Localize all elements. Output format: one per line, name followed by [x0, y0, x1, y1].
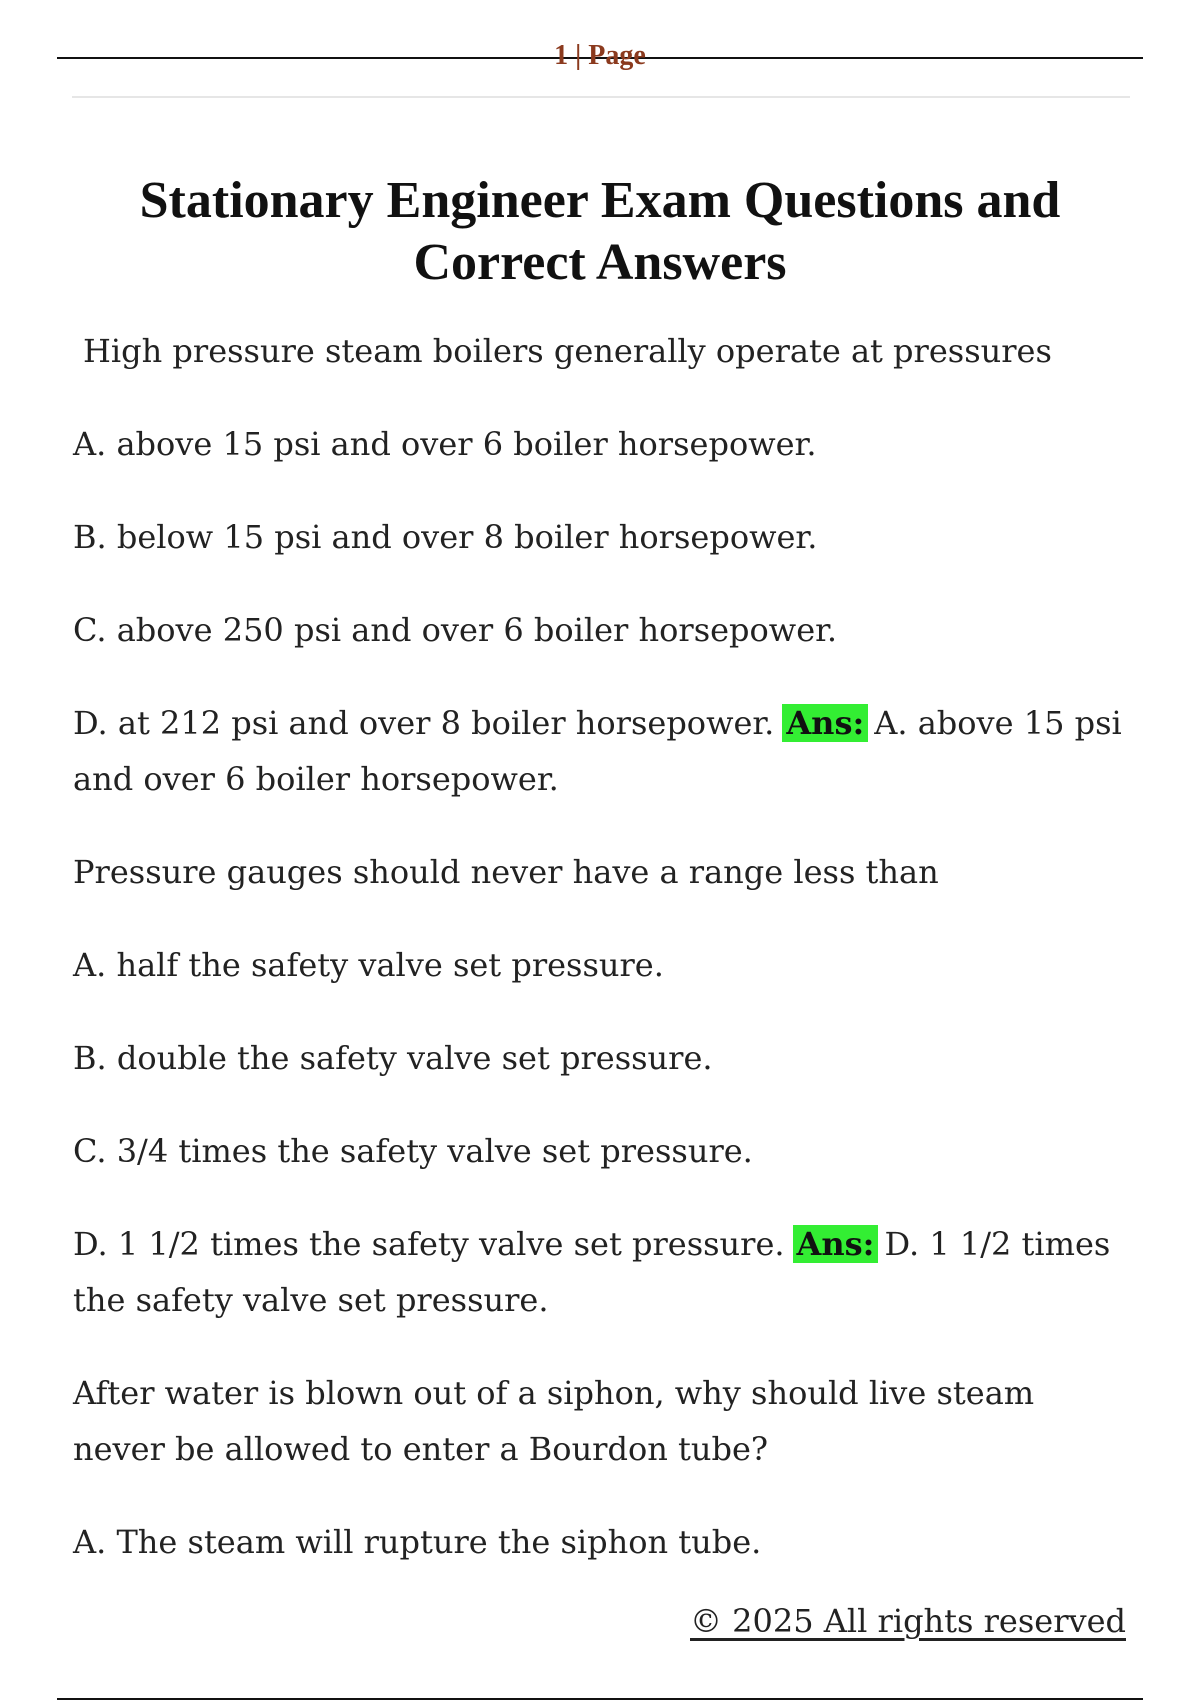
option-a: A. above 15 psi and over 6 boiler horsepower.	[73, 425, 817, 463]
copyright-link[interactable]: © 2025 All rights reserved	[690, 1602, 1126, 1640]
answer-badge: Ans:	[782, 704, 868, 742]
question-text: After water is blown out of a siphon, why should live steam never be allowed to enter a Bourdon tube?	[73, 1374, 1035, 1468]
option-a: A. The steam will rupture the siphon tube.	[73, 1523, 762, 1561]
question-text: Pressure gauges should never have a range less than	[73, 853, 939, 891]
option-d-with-answer	[73, 1216, 1133, 1328]
document-body	[73, 323, 1133, 1607]
option-c: C. above 250 psi and over 6 boiler horsepower.	[73, 611, 838, 649]
option-b: B. below 15 psi and over 8 boiler horsepower.	[73, 518, 818, 556]
option-c: C. 3/4 times the safety valve set pressure.	[73, 1132, 753, 1170]
document-title: Stationary Engineer Exam Questions and Correct Answers	[139, 172, 1061, 291]
option-d: D. at 212 psi and over 8 boiler horsepower.	[73, 704, 775, 742]
option-d: D. 1 1/2 times the safety valve set pressure.	[73, 1225, 785, 1263]
header-divider	[72, 96, 1130, 98]
option-a: A. half the safety valve set pressure.	[73, 946, 664, 984]
option-b: B. double the safety valve set pressure.	[73, 1039, 713, 1077]
answer-text: A. above 15 psi and over 6 boiler horsepower.	[73, 704, 1122, 798]
answer-text: D. 1 1/2 times the safety valve set pressure.	[73, 1225, 1111, 1319]
page-number: 1 | Page	[554, 40, 646, 71]
answer-badge: Ans:	[793, 1225, 879, 1263]
option-d-with-answer	[73, 695, 1133, 807]
question-text: High pressure steam boilers generally operate at pressures	[83, 332, 1052, 370]
